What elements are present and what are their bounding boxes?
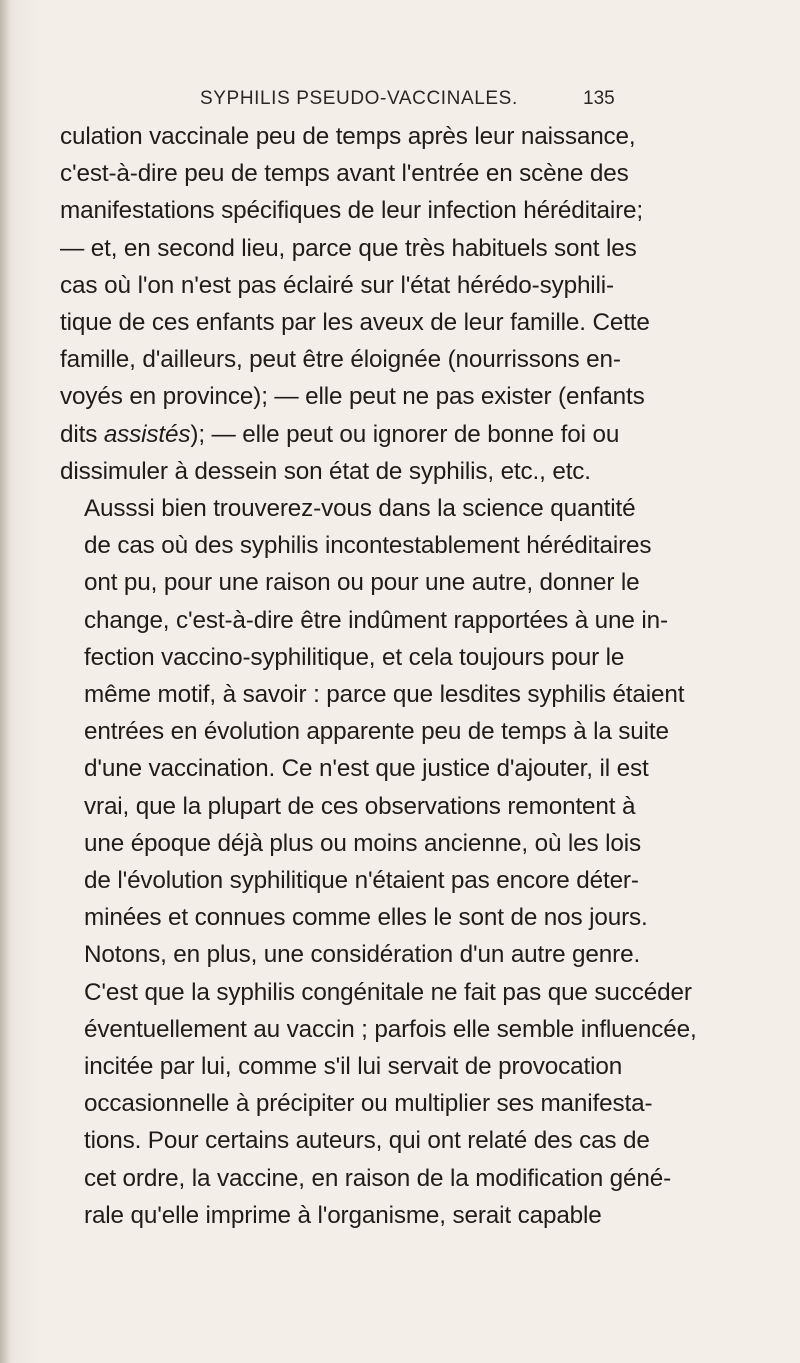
text-line: fection vaccino-syphilitique, et cela toujours pour le	[84, 643, 625, 671]
body-text	[60, 118, 697, 1234]
text-line: C'est que la syphilis congénitale ne fait pas que succéder	[84, 978, 692, 1006]
text-line: rale qu'elle imprime à l'organisme, serait capable	[84, 1201, 602, 1229]
text-line: même motif, à savoir : parce que lesdites syphilis étaient	[84, 681, 685, 709]
text-line: incitée par lui, comme s'il lui servait de provocation	[84, 1053, 623, 1081]
text-line: culation vaccinale peu de temps après leur naissance,	[60, 123, 636, 150]
text-line: Ausssi bien trouverez-vous dans la science quantité	[84, 495, 636, 523]
paragraph-2	[60, 490, 685, 936]
paragraph-3	[60, 936, 697, 1234]
text-line: ont pu, pour une raison ou pour une autre, donner le	[84, 569, 640, 597]
page-number: 135	[583, 88, 615, 109]
text-line: une époque déjà plus ou moins ancienne, où les lois	[84, 829, 641, 857]
text-line: tions. Pour certains auteurs, qui ont relaté des cas de	[84, 1127, 650, 1155]
text-line: dissimuler à dessein son état de syphilis, etc., etc.	[60, 457, 591, 485]
text-line: minées et connues comme elles le sont de nos jours.	[84, 904, 648, 932]
text-line: — et, en second lieu, parce que très habituels sont les	[60, 234, 637, 262]
running-title: SYPHILIS PSEUDO-VACCINALES.	[200, 88, 518, 109]
text-line: de cas où des syphilis incontestablement héréditaires	[84, 532, 652, 560]
text-line: manifestations spécifiques de leur infection héréditaire;	[60, 197, 644, 225]
text-line: c'est-à-dire peu de temps avant l'entrée en scène des	[60, 160, 629, 188]
text-line: cet ordre, la vaccine, en raison de la modification géné-	[84, 1164, 672, 1192]
text-line: occasionnelle à précipiter ou multiplier ses manifesta-	[84, 1090, 653, 1118]
text-line: change, c'est-à-dire être indûment rapportées à une in-	[84, 606, 668, 634]
text-line: famille, d'ailleurs, peut être éloignée (nourrissons en-	[60, 346, 621, 374]
text-line: éventuellement au vaccin ; parfois elle semble influencée,	[84, 1015, 697, 1043]
text-line: tique de ces enfants par les aveux de leur famille. Cette	[60, 309, 650, 337]
text-line: cas où l'on n'est pas éclairé sur l'état hérédo-syphili-	[60, 271, 614, 299]
text-line: voyés en province); — elle peut ne pas exister (enfants	[60, 383, 645, 411]
text-line: vrai, que la plupart de ces observations remontent à	[84, 792, 636, 820]
page-gutter	[0, 0, 10, 1363]
text-line: d'une vaccination. Ce n'est que justice d'ajouter, il est	[84, 755, 649, 783]
paragraph-1	[60, 118, 650, 490]
text-line: dits assistés); — elle peut ou ignorer de bonne foi ou	[60, 420, 620, 448]
text-line: de l'évolution syphilitique n'étaient pas encore déter-	[84, 867, 639, 895]
text-line: Notons, en plus, une considération d'un autre genre.	[84, 941, 641, 969]
text-line: entrées en évolution apparente peu de temps à la suite	[84, 718, 669, 746]
